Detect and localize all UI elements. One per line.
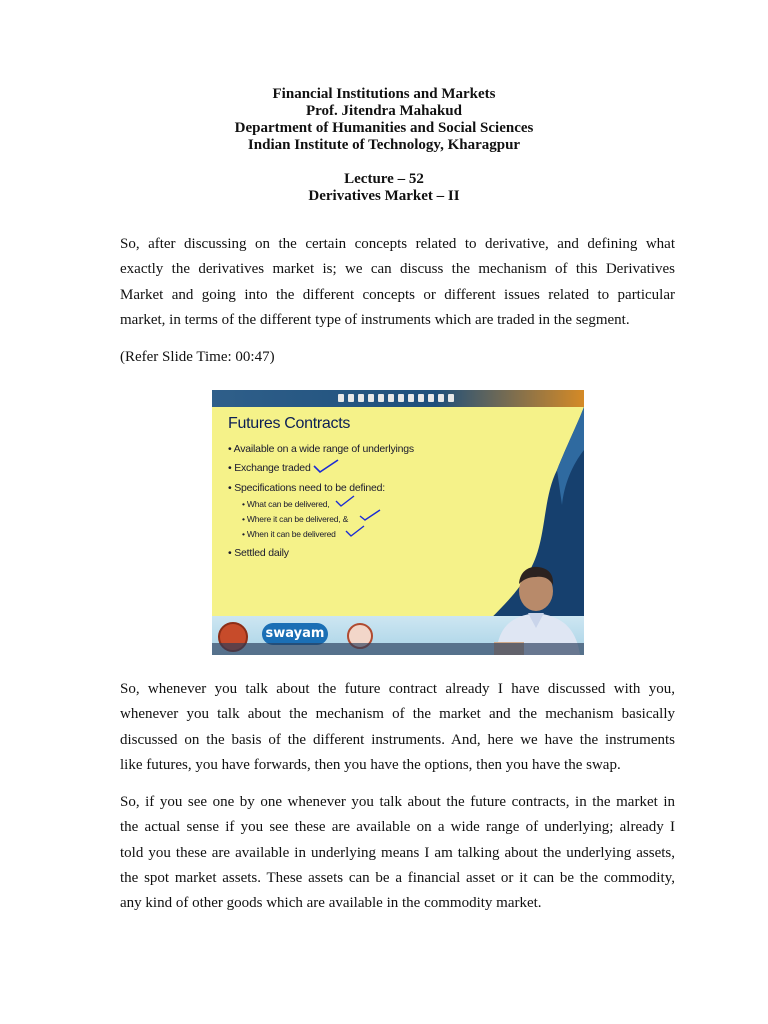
slide-bullet: • Settled daily xyxy=(228,547,289,559)
paragraph-underlying-assets xyxy=(120,790,675,916)
tick-mark-icon xyxy=(312,458,340,474)
text-line: exactly the derivatives market is; we can discuss the mechanism of this Derivatives xyxy=(120,261,675,278)
tool-icon[interactable] xyxy=(388,394,394,402)
tick-mark-icon xyxy=(344,524,366,538)
text-line: like futures, you have forwards, then you have the options, then you have the swap. xyxy=(120,756,621,773)
paragraph-futures-intro xyxy=(120,677,675,778)
swayam-logo: swayam xyxy=(262,623,328,645)
tool-icon[interactable] xyxy=(408,394,414,402)
text-line: any kind of other goods which are available in the commodity market. xyxy=(120,895,542,912)
slide-sub-bullet: • Where it can be delivered, & xyxy=(242,514,349,524)
slide-bullet: • Available on a wide range of underlyings xyxy=(228,443,414,455)
tool-icon[interactable] xyxy=(338,394,344,402)
tool-icon[interactable] xyxy=(428,394,434,402)
tool-icon[interactable] xyxy=(398,394,404,402)
text-line: So, after discussing on the certain concepts related to derivative, and defining what xyxy=(120,236,675,252)
document-header xyxy=(0,86,768,205)
tool-icon[interactable] xyxy=(348,394,354,402)
taskbar xyxy=(212,643,584,655)
text-line: whenever you talk about the mechanism of the market and the mechanism basically xyxy=(120,706,675,723)
tick-mark-icon xyxy=(358,508,382,522)
text-line: discussed on the basis of the different instruments. And, here we have the instruments xyxy=(120,731,675,748)
slide-sub-bullet: • What can be delivered, xyxy=(242,499,330,509)
lecture-topic: Derivatives Market – II xyxy=(308,188,460,204)
lecture-number: Lecture – 52 xyxy=(344,171,424,187)
tool-icon[interactable] xyxy=(438,394,444,402)
presenter-video-icon xyxy=(488,558,584,655)
tool-icon[interactable] xyxy=(418,394,424,402)
tool-icon[interactable] xyxy=(378,394,384,402)
course-title: Financial Institutions and Markets xyxy=(272,86,496,102)
text-line: the spot market assets. These assets can be a financial asset or it can be the commodity, xyxy=(120,869,675,886)
slide-bullet: • Exchange traded xyxy=(228,462,311,474)
lecture-slide-image xyxy=(212,390,584,655)
text-line: the actual sense if you see these are available on a wide range of underlying; already I xyxy=(120,819,675,836)
slide-bullet: • Specifications need to be defined: xyxy=(228,482,386,494)
paragraph-intro xyxy=(120,232,675,333)
institute-name: Indian Institute of Technology, Kharagpur xyxy=(247,137,521,153)
text-line: So, whenever you talk about the future contract already I have discussed with you, xyxy=(120,681,675,697)
slide-sub-bullet: • When it can be delivered xyxy=(242,529,336,539)
tool-icon[interactable] xyxy=(448,394,454,402)
tool-icon[interactable] xyxy=(358,394,364,402)
tool-icon[interactable] xyxy=(368,394,374,402)
text-line: So, if you see one by one whenever you talk about the future contracts, in the market in xyxy=(120,794,675,810)
professor-name: Prof. Jitendra Mahakud xyxy=(306,103,462,119)
text-line: market, in terms of the different type of instruments which are traded in the segment. xyxy=(120,311,630,328)
slide-time-reference: (Refer Slide Time: 00:47) xyxy=(120,349,275,365)
text-line: told you these are available in underlying means I am talking about the underlying assets, xyxy=(120,844,675,861)
slide-title: Futures Contracts xyxy=(228,415,351,432)
text-line: Market and going into the different concepts or different issues related to particular xyxy=(120,286,675,303)
slide-toolbar xyxy=(212,390,584,407)
department-name: Department of Humanities and Social Sciences xyxy=(234,120,534,136)
tick-mark-icon xyxy=(334,494,356,508)
